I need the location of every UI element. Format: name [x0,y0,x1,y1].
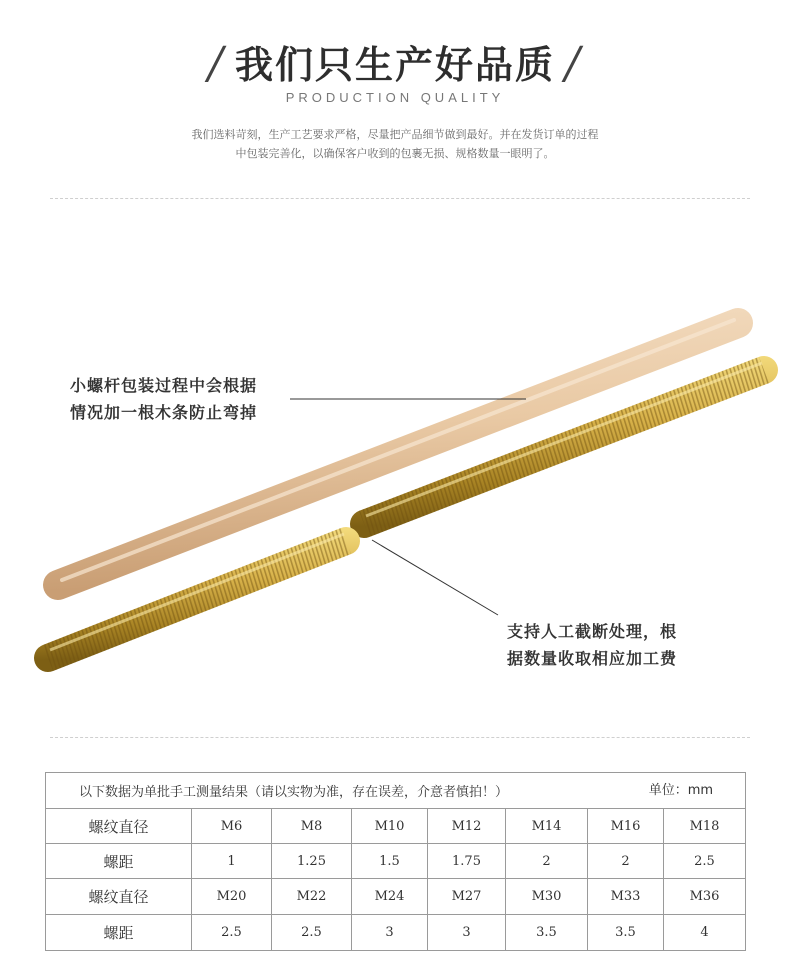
unit-label: 单位：mm [648,783,714,798]
table-cell: 2.5 [192,915,272,951]
table-row [46,879,746,915]
note-wood-stick [70,372,257,426]
table-cell: M10 [352,809,428,844]
title-slash-right: / [565,38,582,89]
note-cut-line-1: 支持人工截断处理，根 [507,622,678,641]
note-manual-cut [507,618,677,672]
intro-line-2: 中包装完善化，以确保客户收到的包裹无损、规格数量一眼明了。 [235,147,555,160]
table-cell: M16 [588,809,664,844]
table-cell: 1.5 [352,844,428,879]
table-cell: M20 [192,879,272,915]
table-cell: 3.5 [506,915,588,951]
table-cell: M36 [664,879,746,915]
table-cell: M22 [272,879,352,915]
table-cell: 2 [588,844,664,879]
table-row [46,809,746,844]
spec-table [45,772,746,951]
note-wood-line-2: 情况加一根木条防止弯掉 [70,403,258,422]
table-cell: M12 [428,809,506,844]
intro-text [120,125,670,163]
wooden-stick [58,320,738,585]
table-caption-text: 以下数据为单批手工测量结果（请以实物为准，存在误差，介意者慎拍！） [79,785,509,800]
table-cell: M24 [352,879,428,915]
table-cell: 3 [352,915,428,951]
table-cell: 1 [192,844,272,879]
table-cell: 1.75 [428,844,506,879]
table-caption [46,773,746,809]
table-caption-row [46,773,746,809]
divider-top [50,198,750,199]
table-cell: 1.25 [272,844,352,879]
page-subtitle: PRODUCTION QUALITY [285,90,505,105]
table-cell: 2.5 [664,844,746,879]
note-cut-line-2: 据数量收取相应加工费 [507,649,678,668]
note-wood-line-1: 小螺杆包装过程中会根据 [70,376,258,395]
page-title [0,34,790,89]
row-label: 螺纹直径 [46,879,192,915]
table-cell: M14 [506,809,588,844]
table-cell: M8 [272,809,352,844]
table-cell: M30 [506,879,588,915]
title-slash-left: / [208,38,225,89]
table-cell: M18 [664,809,746,844]
title-text: 我们只生产好品质 [234,43,555,87]
table-cell: M27 [428,879,506,915]
brass-rod-short [48,534,346,658]
table-cell: 2 [506,844,588,879]
row-label: 螺距 [46,915,192,951]
row-label: 螺纹直径 [46,809,192,844]
divider-bottom [50,737,750,738]
table-cell: M33 [588,879,664,915]
table-row [46,844,746,879]
callout-line-cut [372,540,498,615]
table-row [46,915,746,951]
table-cell: 3.5 [588,915,664,951]
intro-line-1: 我们选料苛刻，生产工艺要求严格，尽量把产品细节做到最好。并在发货订单的过程 [191,128,599,141]
table-cell: M6 [192,809,272,844]
table-cell: 3 [428,915,506,951]
row-label: 螺距 [46,844,192,879]
table-cell: 2.5 [272,915,352,951]
table-cell: 4 [664,915,746,951]
